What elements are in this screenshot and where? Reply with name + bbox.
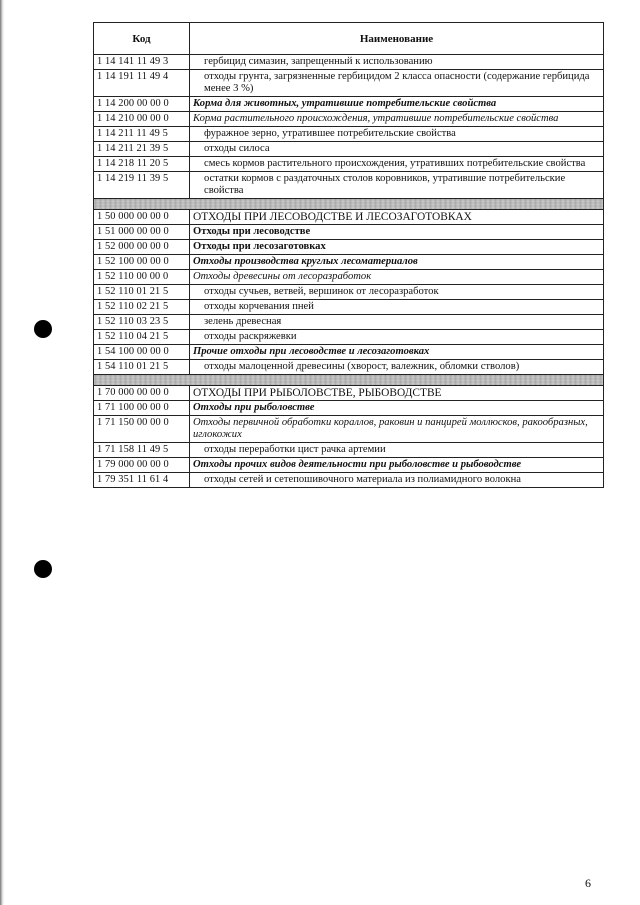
table-header-row [94, 23, 604, 55]
table-row [94, 270, 604, 285]
waste-code-cell: 1 71 100 00 00 0 [94, 401, 190, 416]
waste-code-cell: 1 52 110 00 00 0 [94, 270, 190, 285]
table-row [94, 330, 604, 345]
waste-name-cell: гербицид симазин, запрещенный к использованию [190, 55, 604, 70]
table-row [94, 225, 604, 240]
waste-name-cell: отходы переработки цист рачка артемии [190, 443, 604, 458]
table-row [94, 97, 604, 112]
separator-cell [94, 375, 604, 386]
table-row [94, 401, 604, 416]
waste-name-cell: Прочие отходы при лесоводстве и лесозаготовках [190, 345, 604, 360]
waste-code-cell: 1 14 219 11 39 5 [94, 172, 190, 199]
waste-code-cell: 1 54 110 01 21 5 [94, 360, 190, 375]
table-row [94, 142, 604, 157]
table-row [94, 416, 604, 443]
punch-hole [34, 320, 52, 338]
table-row [94, 315, 604, 330]
waste-name-cell: отходы сучьев, ветвей, вершинок от лесоразработок [190, 285, 604, 300]
table-row [94, 127, 604, 142]
waste-name-cell: смесь кормов растительного происхождения, утративших потребительские свойства [190, 157, 604, 172]
waste-name-cell: Отходы прочих видов деятельности при рыболовстве и рыбоводстве [190, 458, 604, 473]
waste-code-cell: 1 79 000 00 00 0 [94, 458, 190, 473]
waste-name-cell: зелень древесная [190, 315, 604, 330]
binder-edge-shadow [0, 0, 4, 905]
waste-code-cell: 1 52 000 00 00 0 [94, 240, 190, 255]
waste-code-cell: 1 71 158 11 49 5 [94, 443, 190, 458]
waste-name-cell: отходы грунта, загрязненные гербицидом 2 класса опасности (содержание гербицида менее 3 %) [190, 70, 604, 97]
waste-name-cell: отходы сетей и сетепошивочного материала из полиамидного волокна [190, 473, 604, 488]
waste-name-cell: Отходы при лесозаготовках [190, 240, 604, 255]
waste-name-cell: Отходы первичной обработки кораллов, раковин и панцирей моллюсков, ракообразных, иглокожих [190, 416, 604, 443]
waste-name-cell: Корма для животных, утратившие потребительские свойства [190, 97, 604, 112]
punch-hole [34, 560, 52, 578]
table-row [94, 112, 604, 127]
waste-code-cell: 1 70 000 00 00 0 [94, 386, 190, 401]
waste-code-cell: 1 52 110 01 21 5 [94, 285, 190, 300]
table-body [94, 55, 604, 488]
table-row [94, 210, 604, 225]
waste-code-cell: 1 14 211 21 39 5 [94, 142, 190, 157]
waste-code-cell: 1 14 141 11 49 3 [94, 55, 190, 70]
waste-code-cell: 1 52 110 04 21 5 [94, 330, 190, 345]
waste-name-cell: отходы корчевания пней [190, 300, 604, 315]
waste-name-cell: Отходы при лесоводстве [190, 225, 604, 240]
table-row [94, 172, 604, 199]
waste-code-cell: 1 52 110 02 21 5 [94, 300, 190, 315]
waste-classification-table [93, 22, 604, 488]
waste-name-cell: Отходы древесины от лесоразработок [190, 270, 604, 285]
waste-code-cell: 1 14 218 11 20 5 [94, 157, 190, 172]
column-header-code: Код [94, 23, 190, 55]
table-row [94, 300, 604, 315]
table-row [94, 255, 604, 270]
table-row [94, 55, 604, 70]
separator-cell [94, 199, 604, 210]
table-row [94, 458, 604, 473]
table-row [94, 157, 604, 172]
waste-name-cell: Отходы при рыболовстве [190, 401, 604, 416]
waste-code-cell: 1 71 150 00 00 0 [94, 416, 190, 443]
table-row [94, 360, 604, 375]
table-row [94, 240, 604, 255]
section-separator-row [94, 375, 604, 386]
waste-code-cell: 1 14 211 11 49 5 [94, 127, 190, 142]
waste-name-cell: ОТХОДЫ ПРИ РЫБОЛОВСТВЕ, РЫБОВОДСТВЕ [190, 386, 604, 401]
waste-code-cell: 1 54 100 00 00 0 [94, 345, 190, 360]
waste-name-cell: остатки кормов с раздаточных столов коровников, утратившие потребительские свойства [190, 172, 604, 199]
table-row [94, 443, 604, 458]
section-separator-row [94, 199, 604, 210]
waste-name-cell: Отходы производства круглых лесоматериалов [190, 255, 604, 270]
waste-code-cell: 1 14 191 11 49 4 [94, 70, 190, 97]
waste-code-cell: 1 50 000 00 00 0 [94, 210, 190, 225]
table-row [94, 285, 604, 300]
page-number: 6 [585, 876, 591, 890]
waste-name-cell: фуражное зерно, утратившее потребительские свойства [190, 127, 604, 142]
waste-code-cell: 1 79 351 11 61 4 [94, 473, 190, 488]
waste-code-cell: 1 52 110 03 23 5 [94, 315, 190, 330]
table-row [94, 345, 604, 360]
waste-name-cell: отходы силоса [190, 142, 604, 157]
waste-name-cell: отходы раскряжевки [190, 330, 604, 345]
table-row [94, 473, 604, 488]
column-header-name: Наименование [190, 23, 604, 55]
waste-name-cell: ОТХОДЫ ПРИ ЛЕСОВОДСТВЕ И ЛЕСОЗАГОТОВКАХ [190, 210, 604, 225]
waste-code-cell: 1 14 210 00 00 0 [94, 112, 190, 127]
waste-name-cell: Корма растительного происхождения, утратившие потребительские свойства [190, 112, 604, 127]
waste-code-cell: 1 51 000 00 00 0 [94, 225, 190, 240]
waste-code-cell: 1 14 200 00 00 0 [94, 97, 190, 112]
table-row [94, 386, 604, 401]
table-row [94, 70, 604, 97]
waste-name-cell: отходы малоценной древесины (хворост, валежник, обломки стволов) [190, 360, 604, 375]
waste-code-cell: 1 52 100 00 00 0 [94, 255, 190, 270]
